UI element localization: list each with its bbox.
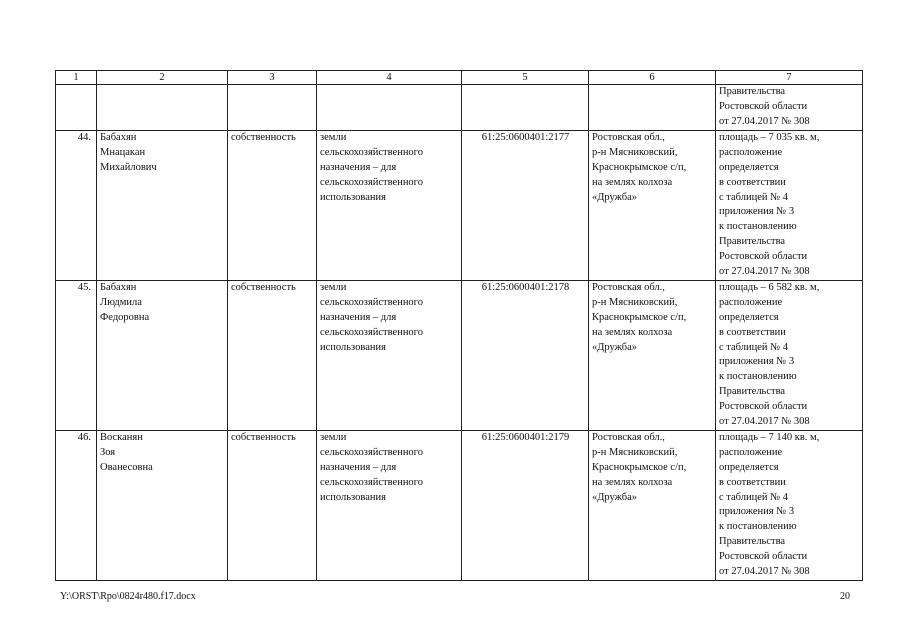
text-line: от 27.04.2017 № 308 xyxy=(719,415,810,427)
text-line: площадь – 7 035 кв. м, xyxy=(719,132,820,144)
text-line: приложения № 3 xyxy=(719,506,795,518)
text-line: расположение xyxy=(719,447,783,459)
text-line: Ростовская обл., xyxy=(592,132,665,144)
text-line: Ростовской области xyxy=(719,250,808,262)
land-plots-table xyxy=(55,70,863,581)
text-line: Ростовской области xyxy=(719,100,808,112)
text-line: определяется xyxy=(719,311,779,323)
owner-name xyxy=(97,131,228,281)
column-number: 6 xyxy=(589,71,716,85)
text-line: от 27.04.2017 № 308 xyxy=(719,565,810,577)
notes xyxy=(716,431,863,581)
address xyxy=(589,431,716,581)
text-line: к постановлению xyxy=(719,521,797,533)
text-line: в соответствии xyxy=(719,476,786,488)
text-line: Правительства xyxy=(719,235,786,247)
right-type: собственность xyxy=(228,431,317,581)
text-line: «Дружба» xyxy=(592,191,638,203)
column-number: 4 xyxy=(317,71,462,85)
text-line: от 27.04.2017 № 308 xyxy=(719,115,810,127)
address xyxy=(589,131,716,281)
text-line: Ростовская обл., xyxy=(592,282,665,294)
text-line: Краснокрымское с/п, xyxy=(592,461,687,473)
text-line: приложения № 3 xyxy=(719,206,795,218)
text-line: Людмила xyxy=(100,297,142,309)
text-line: определяется xyxy=(719,461,779,473)
text-line: использования xyxy=(320,191,386,203)
text-line: Бабахян xyxy=(100,282,137,294)
text-line: Правительства xyxy=(719,535,786,547)
text-line: площадь – 7 140 кв. м, xyxy=(719,432,820,444)
notes xyxy=(716,281,863,431)
text-line: Ростовской области xyxy=(719,400,808,412)
text-line: Федоровна xyxy=(100,311,150,323)
text-line: назначения – для xyxy=(320,311,397,323)
text-line: с таблицей № 4 xyxy=(719,491,789,503)
text-line: Зоя xyxy=(100,447,116,459)
text-line: в соответствии xyxy=(719,326,786,338)
text-line: расположение xyxy=(719,297,783,309)
column-number: 3 xyxy=(228,71,317,85)
text-line: Ростовская обл., xyxy=(592,432,665,444)
text-line: назначения – для xyxy=(320,161,397,173)
text-line: использования xyxy=(320,491,386,503)
text-line: Краснокрымское с/п, xyxy=(592,161,687,173)
text-line: «Дружба» xyxy=(592,491,638,503)
text-line: приложения № 3 xyxy=(719,356,795,368)
table-row xyxy=(56,281,863,431)
text-line: Правительства xyxy=(719,86,786,97)
text-line: Михайлович xyxy=(100,161,157,173)
file-path: Y:\ORST\Rpo\0824r480.f17.docx xyxy=(60,591,196,602)
page-number: 20 xyxy=(840,591,850,602)
table-row xyxy=(56,131,863,281)
column-number-row xyxy=(56,71,863,85)
text-line: сельскохозяйственного xyxy=(320,147,423,159)
right-type: собственность xyxy=(228,131,317,281)
column-number: 5 xyxy=(462,71,589,85)
table-row xyxy=(56,431,863,581)
column-number: 2 xyxy=(97,71,228,85)
text-line: определяется xyxy=(719,161,779,173)
row-number: 45. xyxy=(56,281,97,431)
cadastral-number: 61:25:0600401:2177 xyxy=(462,131,589,281)
owner-name xyxy=(97,281,228,431)
column-number: 7 xyxy=(716,71,863,85)
cadastral-number: 61:25:0600401:2178 xyxy=(462,281,589,431)
text-line: Правительства xyxy=(719,385,786,397)
text-line: к постановлению xyxy=(719,221,797,233)
text-line: сельскохозяйственного xyxy=(320,297,423,309)
text-line: земли xyxy=(320,432,347,444)
text-line: р-н Мясниковский, xyxy=(592,297,678,309)
text-line: Бабахян xyxy=(100,132,137,144)
text-line: на землях колхоза xyxy=(592,176,673,188)
text-line: использования xyxy=(320,341,386,353)
column-number: 1 xyxy=(56,71,97,85)
land-category xyxy=(317,131,462,281)
text-line: с таблицей № 4 xyxy=(719,341,789,353)
text-line: сельскохозяйственного xyxy=(320,176,423,188)
text-line: земли xyxy=(320,132,347,144)
continuation-row xyxy=(56,85,863,131)
text-line: сельскохозяйственного xyxy=(320,447,423,459)
address xyxy=(589,281,716,431)
text-line: с таблицей № 4 xyxy=(719,191,789,203)
text-line: расположение xyxy=(719,147,783,159)
text-line: от 27.04.2017 № 308 xyxy=(719,265,810,277)
row-number: 46. xyxy=(56,431,97,581)
row-number: 44. xyxy=(56,131,97,281)
text-line: в соответствии xyxy=(719,176,786,188)
text-line: назначения – для xyxy=(320,461,397,473)
text-line: р-н Мясниковский, xyxy=(592,447,678,459)
continuation-notes xyxy=(716,85,863,131)
text-line: земли xyxy=(320,282,347,294)
text-line: на землях колхоза xyxy=(592,326,673,338)
text-line: к постановлению xyxy=(719,371,797,383)
text-line: Восканян xyxy=(100,432,143,444)
owner-name xyxy=(97,431,228,581)
text-line: Ованесовна xyxy=(100,461,153,473)
text-line: «Дружба» xyxy=(592,341,638,353)
land-category xyxy=(317,431,462,581)
text-line: Мнацакан xyxy=(100,147,146,159)
text-line: площадь – 6 582 кв. м, xyxy=(719,282,820,294)
cadastral-number: 61:25:0600401:2179 xyxy=(462,431,589,581)
text-line: сельскохозяйственного xyxy=(320,476,423,488)
text-line: сельскохозяйственного xyxy=(320,326,423,338)
text-line: Краснокрымское с/п, xyxy=(592,311,687,323)
text-line: Ростовской области xyxy=(719,550,808,562)
right-type: собственность xyxy=(228,281,317,431)
text-line: на землях колхоза xyxy=(592,476,673,488)
land-category xyxy=(317,281,462,431)
text-line: р-н Мясниковский, xyxy=(592,147,678,159)
notes xyxy=(716,131,863,281)
